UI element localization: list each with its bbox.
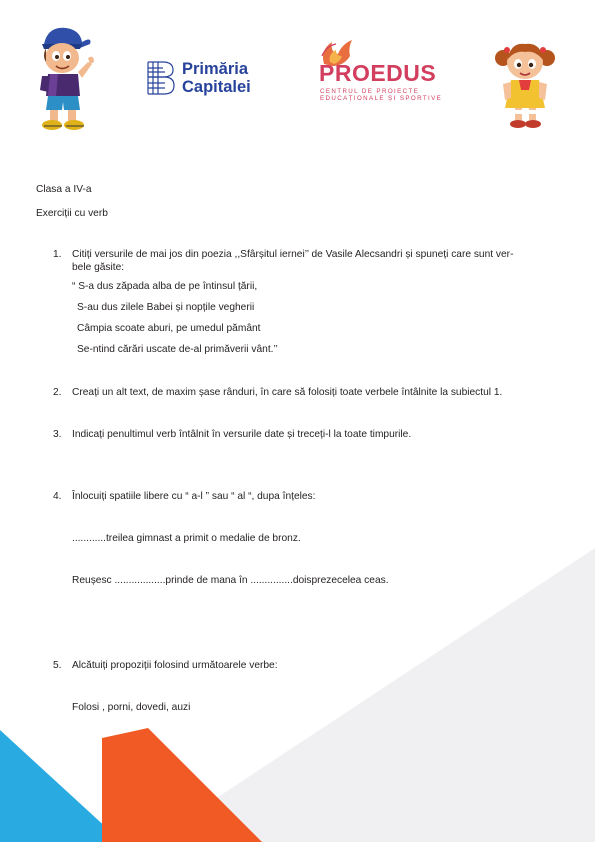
question-5-verb-list: Folosi , porni, dovedi, auzi <box>72 702 191 713</box>
girl-mascot-illustration <box>493 38 557 130</box>
verse-line-3: Câmpia scoate aburi, pe umedul pământ <box>77 323 261 334</box>
verse-line-4: Se-ntind cărări uscate de-al primăverii vânt.’’ <box>77 344 278 355</box>
proedus-wordmark: PROEDUS <box>319 60 437 86</box>
question-2-number: 2. <box>53 387 62 398</box>
question-4-number: 4. <box>53 491 62 502</box>
primaria-name-line2: Capitalei <box>182 78 251 96</box>
primaria-emblem-icon <box>145 60 175 96</box>
primaria-capitalei-logo <box>145 58 275 98</box>
primaria-name-line1: Primăria <box>182 60 249 78</box>
question-4-text: Înlocuiți spatiile libere cu “ a-l ” sau “ al “, dupa înțeles: <box>72 491 316 502</box>
question-1-text-line1: Citiți versurile de mai jos din poezia ,,Sfârșitul iernei’’ de Vasile Alecsandri și spuneți care sunt ver- <box>72 249 514 260</box>
question-1-number: 1. <box>53 249 62 260</box>
question-4-sentence-1: ............treilea gimnast a primit o medalie de bronz. <box>72 533 301 544</box>
question-3-number: 3. <box>53 429 62 440</box>
verse-line-2: S-au dus zilele Babei și nopțile vegherii <box>77 302 255 313</box>
question-5-text: Alcătuiți propoziții folosind următoarele verbe: <box>72 660 278 671</box>
proedus-logo <box>316 38 444 110</box>
question-3-text: Indicați penultimul verb întâlnit în versurile date și treceți-l la toate timpurile. <box>72 429 412 440</box>
question-4-sentence-2: Reușesc ..................prinde de mana în ...............doisprezecelea ceas. <box>72 575 389 586</box>
question-5-number: 5. <box>53 660 62 671</box>
question-1-text-line2: bele găsite: <box>72 262 125 273</box>
boy-mascot-illustration <box>34 22 100 132</box>
question-2-text: Creați un alt text, de maxim șase rânduri, în care să folosiți toate verbele întâlnite la subiectul 1. <box>72 387 503 398</box>
proedus-subtitle-line2: EDUCAȚIONALE ȘI SPORTIVE <box>320 95 443 102</box>
class-label: Clasa a IV-a <box>36 184 92 195</box>
verse-line-1: “ S-a dus zăpada alba de pe întinsul țării, <box>72 281 258 292</box>
proedus-subtitle-line1: CENTRUL DE PROIECTE <box>320 88 420 95</box>
worksheet-title: Exerciții cu verb <box>36 208 108 219</box>
